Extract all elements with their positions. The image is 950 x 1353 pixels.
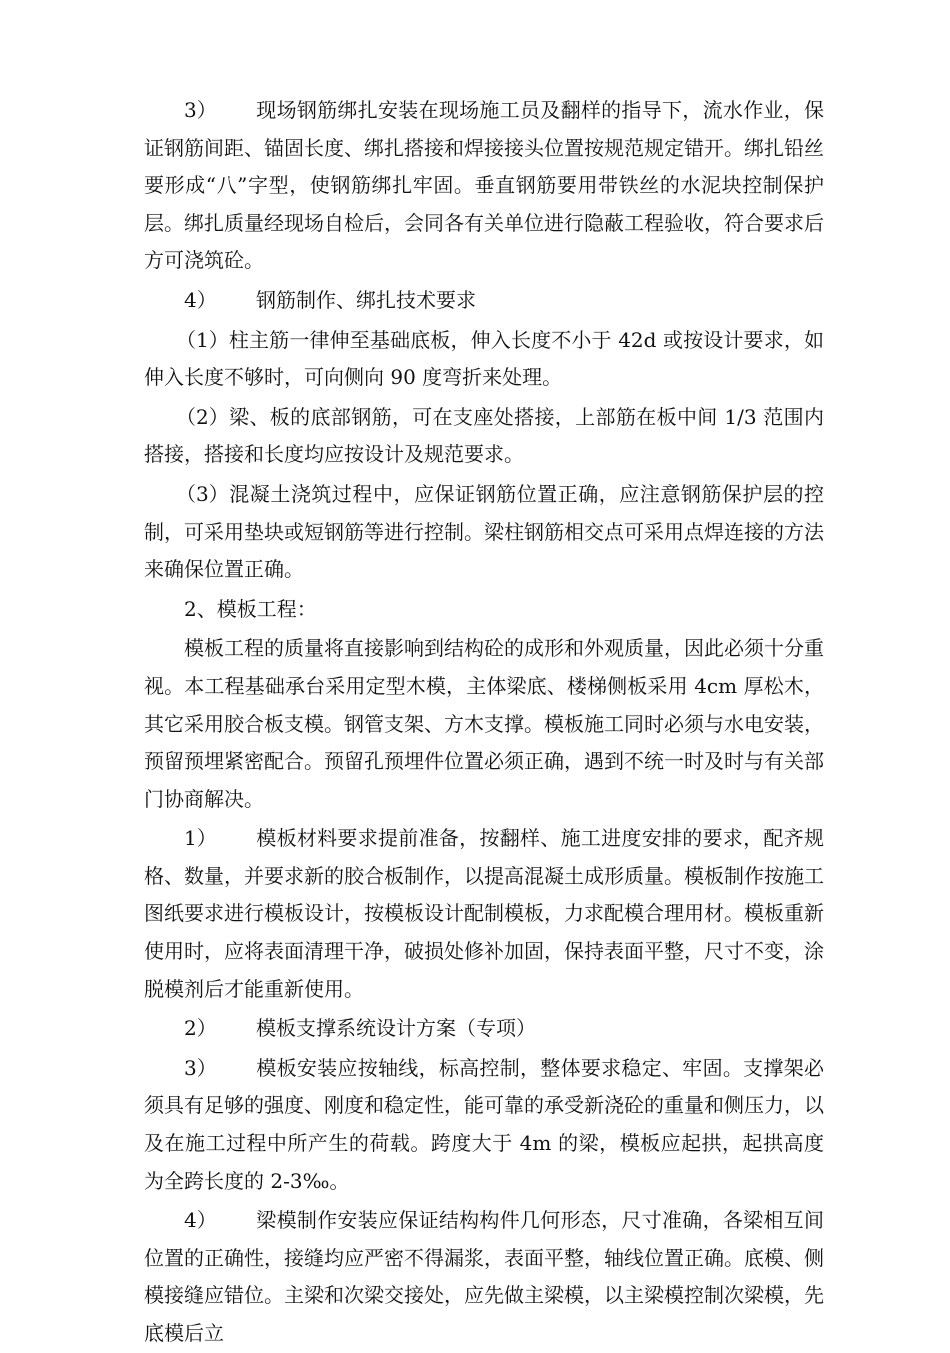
list-marker: 2） (184, 1016, 217, 1041)
paragraph-formwork-support-plan (144, 1010, 824, 1048)
document-body (144, 92, 824, 1353)
paragraph-formwork-intro (144, 630, 824, 818)
list-marker: 3） (184, 98, 217, 122)
paragraph-concrete-pouring (144, 476, 824, 589)
list-marker: 4） (184, 1208, 217, 1233)
paragraph-text: 模板支撑系统设计方案（专项） (256, 1016, 536, 1041)
list-marker: 1） (184, 826, 217, 851)
paragraph-text: 梁模制作安装应保证结构构件几何形态，尺寸准确，各梁相互间位置的正确性，接缝均应严密不得漏浆，表面平整，轴线位置正确。底模、侧模接缝应错位。主梁和次梁交接处，应先做主梁模，以主梁模控制次梁模，先底模后立 (144, 1208, 824, 1345)
list-marker: （1） (176, 327, 229, 352)
list-marker: （3） (176, 481, 229, 506)
paragraph-text: 模板材料要求提前准备，按翻样、施工进度安排的要求，配齐规格、数量，并要求新的胶合板制作，以提高混凝土成形质量。模板制作按施工图纸要求进行模板设计，按模板设计配制模板，力求配模合理用材。模板重新使用时，应将表面清理干净，破损处修补加固，保持表面平整，尺寸不变，涂脱模剂后才能重新使用。 (144, 826, 824, 1001)
paragraph-column-main-bars (144, 322, 824, 397)
paragraph-text: 钢筋制作、绑扎技术要求 (256, 287, 476, 312)
paragraph-text: 模板安装应按轴线，标高控制，整体要求稳定、牢固。支撑架必须具有足够的强度、刚度和稳定性，能可靠的承受新浇砼的重量和侧压力，以及在施工过程中所产生的荷载。跨度大于 4m 的梁，模板应起拱，起拱高度为全跨长度的 2-3‰。 (144, 1055, 824, 1193)
paragraph-text: 现场钢筋绑扎安装在现场施工员及翻样的指导下，流水作业，保证钢筋间距、锚固长度、绑扎搭接和焊接接头位置按规范规定错开。绑扎铅丝要形成“八”字型，使钢筋绑扎牢固。垂直钢筋要用带铁丝的水泥块控制保护层。绑扎质量经现场自检后，会同各有关单位进行隐蔽工程验收，符合要求后方可浇筑砼。 (144, 98, 824, 273)
list-marker: （2） (176, 404, 229, 429)
paragraph-text: 混凝土浇筑过程中，应保证钢筋位置正确，应注意钢筋保护层的控制，可采用垫块或短钢筋等进行控制。梁柱钢筋相交点可采用点焊连接的方法来确保位置正确。 (144, 481, 824, 582)
paragraph-formwork-materials (144, 820, 824, 1008)
paragraph-beam-slab-bars (144, 399, 824, 474)
paragraph-rebar-requirements-heading (144, 282, 824, 320)
paragraph-text: 2、模板工程： (184, 596, 317, 621)
paragraph-text: 柱主筋一律伸至基础底板，伸入长度不小于 42d 或按设计要求，如伸入长度不够时，可向侧向 90 度弯折来处理。 (144, 327, 824, 390)
paragraph-formwork-installation (144, 1050, 824, 1200)
list-marker: 3） (184, 1055, 217, 1080)
paragraph-beam-formwork (144, 1202, 824, 1352)
paragraph-rebar-binding (144, 92, 824, 280)
list-marker: 4） (184, 287, 217, 312)
paragraph-text: 梁、板的底部钢筋，可在支座处搭接，上部筋在板中间 1/3 范围内搭接，搭接和长度均应按设计及规范要求。 (144, 404, 824, 467)
paragraph-text: 模板工程的质量将直接影响到结构砼的成形和外观质量，因此必须十分重视。本工程基础承台采用定型木模，主体梁底、楼梯侧板采用 4cm 厚松木，其它采用胶合板支模。钢管支架、方木支撑。模板施工同时必须与水电安装，预留预埋紧密配合。预留孔预埋件位置必须正确，遇到不统一时及时与有关部门协商解决。 (144, 636, 824, 811)
section-heading-formwork (144, 591, 824, 629)
